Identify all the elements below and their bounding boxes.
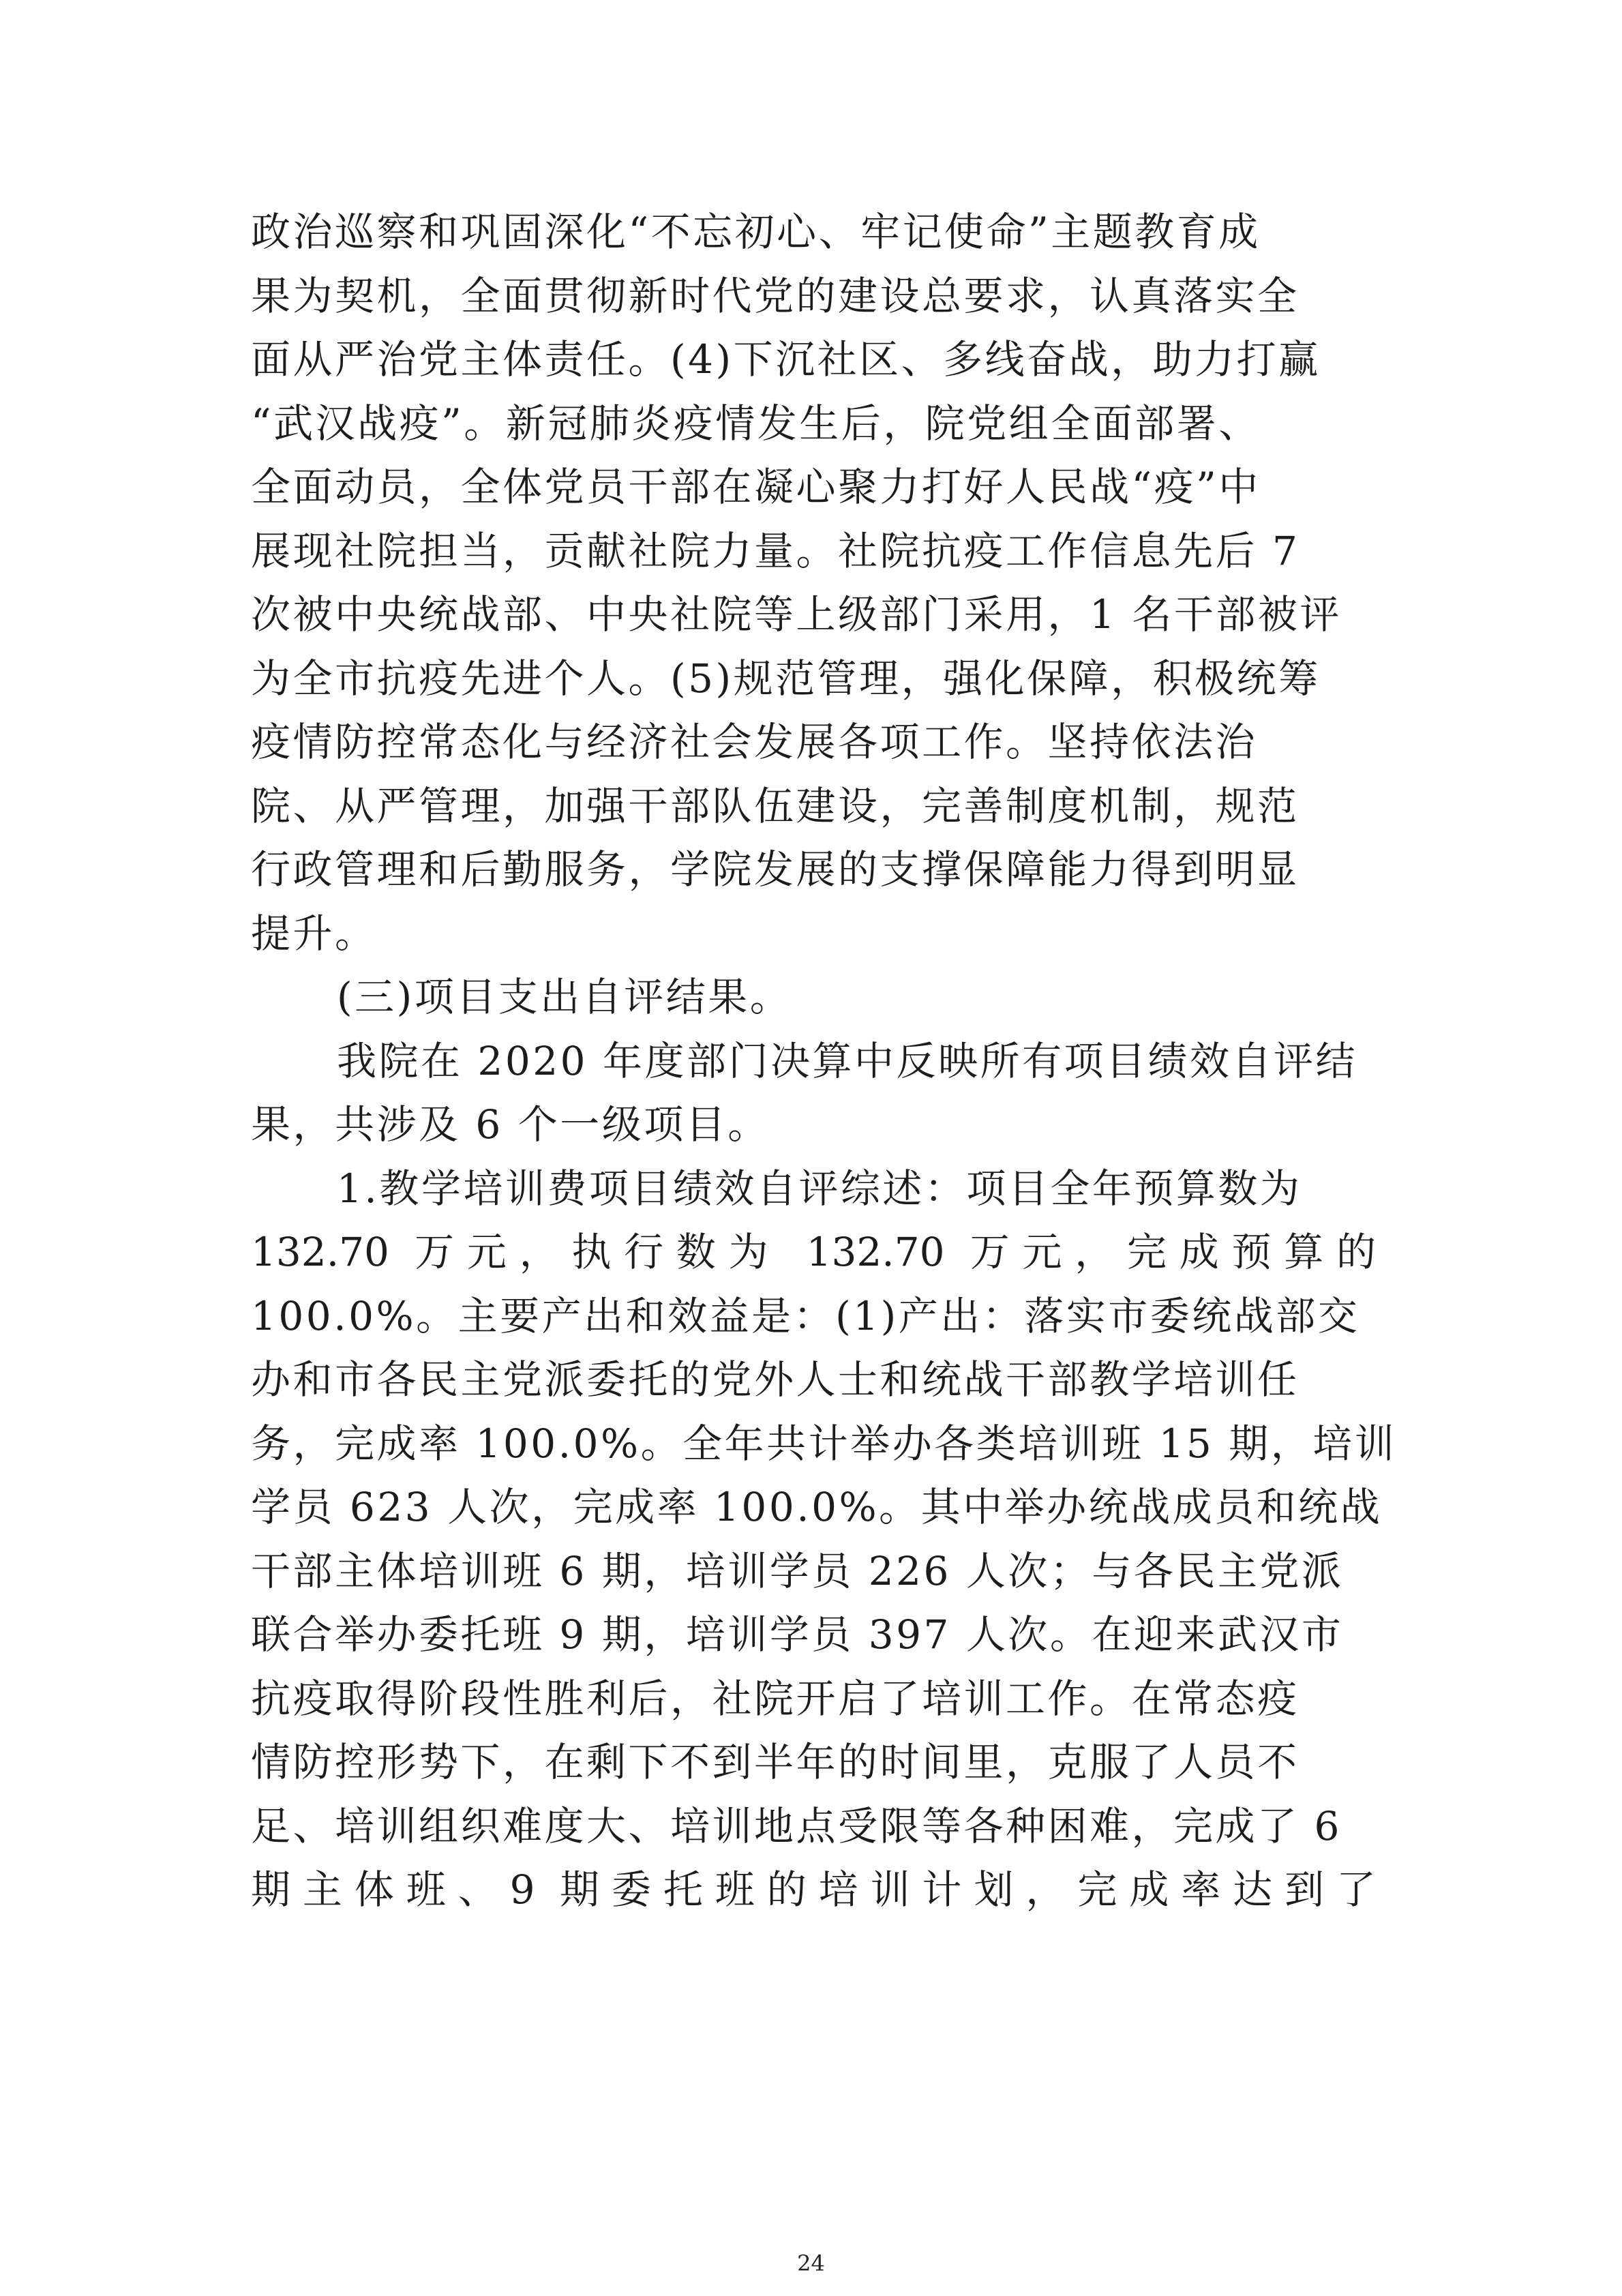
text-line: 为全市抗疫先进个人。(5)规范管理，强化保障，积极统筹: [251, 655, 1321, 702]
body-text: [251, 200, 1397, 1922]
text-line: 学员 623 人次，完成率 100.0%。其中举办统战成员和统战: [251, 1484, 1383, 1530]
text-line: 联合举办委托班 9 期，培训学员 397 人次。在迎来武汉市: [251, 1611, 1344, 1658]
text-line: 情防控形势下，在剩下不到半年的时间里，克服了人员不: [251, 1739, 1300, 1785]
text-line: “武汉战疫”。新冠肺炎疫情发生后，院党组全面部署、: [251, 400, 1261, 447]
text-line: 抗疫取得阶段性胜利后，社院开启了培训工作。在常态疫: [251, 1675, 1300, 1722]
text-line: 政治巡察和巩固深化“不忘初心、牢记使命”主题教育成: [251, 209, 1261, 255]
text-line: 果为契机，全面贯彻新时代党的建设总要求，认真落实全: [251, 272, 1300, 319]
text-line: 足、培训组织难度大、培训地点受限等各种困难，完成了 6: [251, 1802, 1342, 1849]
text-line: 院、从严管理，加强干部队伍建设，完善制度机制，规范: [251, 782, 1300, 829]
text-line: 疫情防控常态化与经济社会发展各项工作。坚持依法治: [251, 719, 1258, 765]
text-line: 干部主体培训班 6 期，培训学员 226 人次；与各民主党派: [251, 1547, 1344, 1594]
text-line: 全面动员，全体党员干部在凝心聚力打好人民战“疫”中: [251, 464, 1261, 510]
text-line: 展现社院担当，贡献社院力量。社院抗疫工作信息先后 7: [251, 527, 1300, 574]
text-line: 办和市各民主党派委托的党外人士和统战干部教学培训任: [251, 1356, 1300, 1403]
text-line: 提升。: [251, 910, 377, 957]
text-line: 我院在 2020 年度部门决算中反映所有项目绩效自评结: [337, 1037, 1357, 1084]
text-line: 100.0%。主要产出和效益是：(1)产出：落实市委统战部交: [251, 1292, 1360, 1339]
text-line: 次被中央统战部、中央社院等上级部门采用，1 名干部被评: [251, 591, 1342, 638]
section-heading: (三)项目支出自评结果。: [337, 974, 792, 1020]
text-line: 1.教学培训费项目绩效自评综述：项目全年预算数为: [337, 1165, 1302, 1212]
page-number: 24: [797, 2250, 825, 2276]
text-line: 面从严治党主体责任。(4)下沉社区、多线奋战，助力打赢: [251, 336, 1321, 383]
text-line: 期主体班、9 期委托班的培训计划，完成率达到了: [251, 1866, 1376, 1913]
text-line: 果，共涉及 6 个一级项目。: [251, 1101, 770, 1148]
text-line: 务，完成率 100.0%。全年共计举办各类培训班 15 期，培训: [251, 1420, 1397, 1467]
text-line: 132.70 万元，执行数为 132.70 万元，完成预算的: [251, 1229, 1376, 1275]
text-line: 行政管理和后勤服务，学院发展的支撑保障能力得到明显: [251, 846, 1300, 893]
